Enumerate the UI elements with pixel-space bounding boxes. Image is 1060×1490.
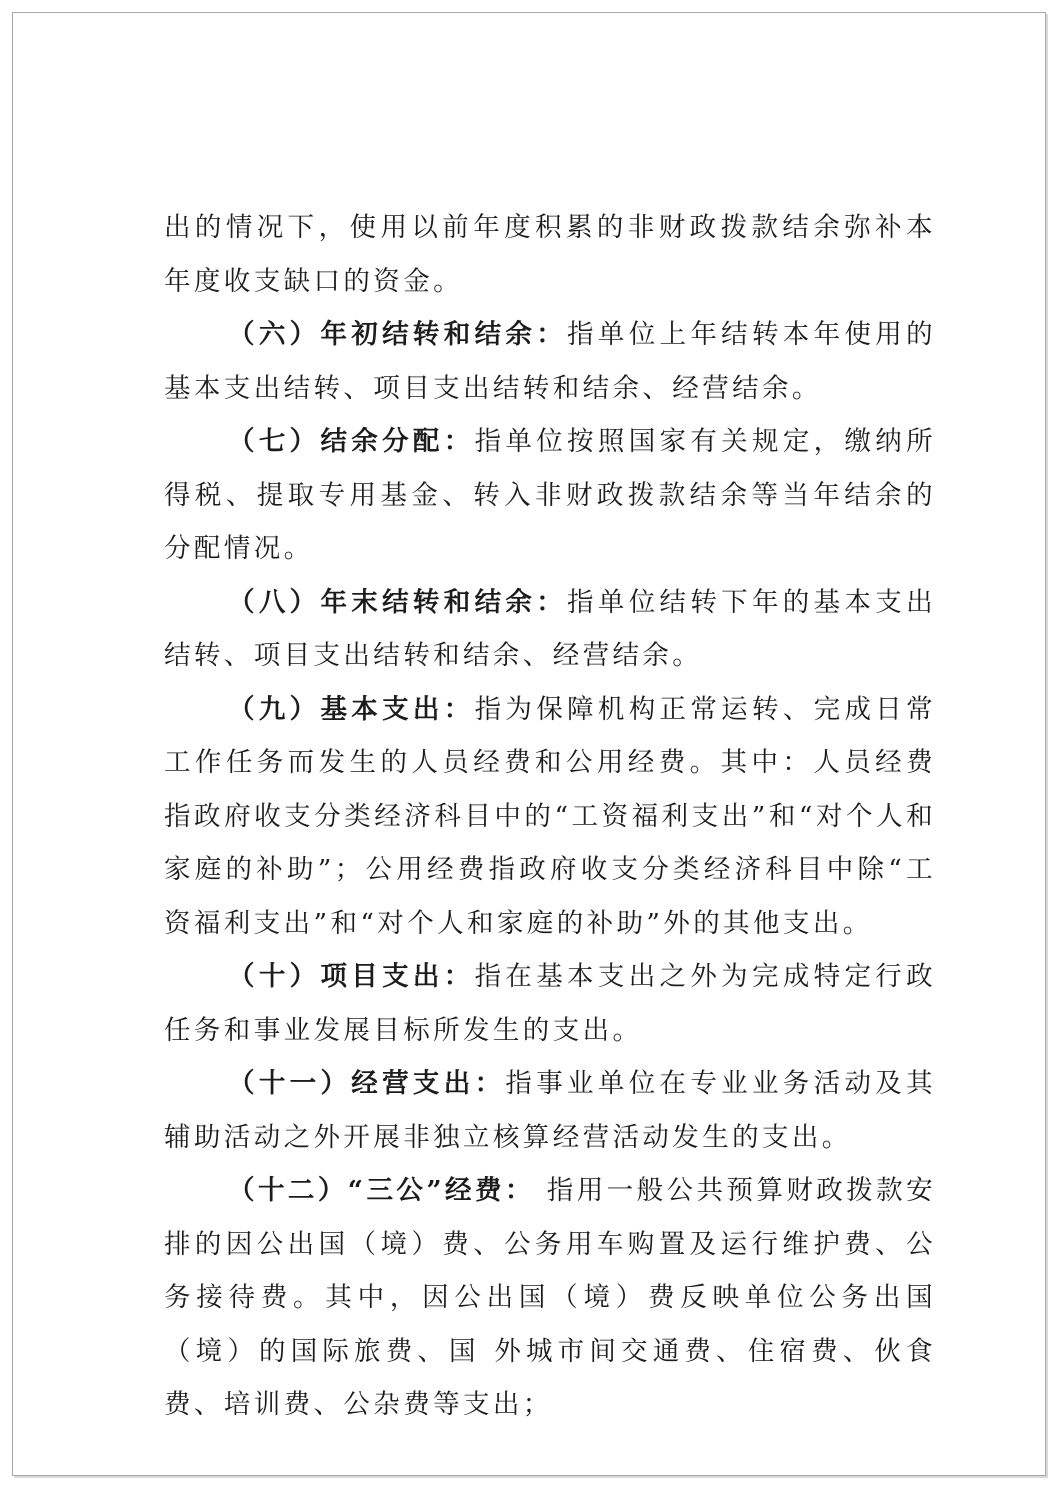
paragraph-operating-expenditure [164, 1057, 936, 1164]
paragraph-heading: （七）结余分配： [228, 426, 475, 457]
paragraph-body: 指单位结转下年的基本支出结转、项目支出结转和结余、经营结余。 [164, 586, 936, 671]
paragraph-heading: （十）项目支出： [228, 961, 475, 992]
paragraph-body: 指事业单位在专业业务活动及其辅助活动之外开展非独立核算经营活动发生的支出。 [164, 1068, 936, 1153]
paragraph-heading: （六）年初结转和结余： [228, 319, 568, 350]
paragraph-opening-carryover [164, 308, 936, 415]
paragraph-body: 指为保障机构正常运转、完成日常工作任务而发生的人员经费和公用经费。其中：人员经费指政府收支分类经济科目中的“工资福利支出”和“对个人和家庭的补助”；公用经费指政府收支分类经济科目中除“工资福利支出”和“对个人和家庭的补助”外的其他支出。 [164, 693, 937, 939]
paragraph-year-end-carryover [164, 576, 936, 683]
paragraph-project-expenditure [164, 950, 936, 1057]
paragraph-body: 指在基本支出之外为完成特定行政任务和事业发展目标所发生的支出。 [164, 961, 937, 1046]
paragraph-continuation [164, 201, 936, 308]
paragraph-heading: （八）年末结转和结余： [228, 586, 568, 618]
paragraph-three-public-expenses [164, 1164, 936, 1432]
document-page [12, 12, 1046, 1476]
paragraph-body: 出的情况下，使用以前年度积累的非财政拨款结余弥补本年度收支缺口的资金。 [164, 212, 936, 297]
paragraph-heading: （九）基本支出： [228, 693, 475, 725]
paragraph-surplus-distribution [164, 415, 936, 576]
paragraph-body: 指单位上年结转本年使用的基本支出结转、项目支出结转和结余、经营结余。 [164, 319, 936, 404]
paragraph-body: 指单位按照国家有关规定，缴纳所得税、提取专用基金、转入非财政拨款结余等当年结余的分配情况。 [164, 426, 937, 564]
paragraph-heading: （十二）“三公”经费： [228, 1175, 535, 1206]
paragraph-heading: （十一）经营支出： [228, 1068, 506, 1099]
paragraph-basic-expenditure [164, 683, 936, 951]
document-body [164, 201, 936, 1432]
paragraph-body: 指用一般公共预算财政拨款安排的因公出国（境）费、公务用车购置及运行维护费、公务接待费。其中，因公出国（境）费反映单位公务出国（境）的国际旅费、国 外城市间交通费、住宿费、伙食费、培训费、公杂费等支出； [164, 1175, 936, 1420]
